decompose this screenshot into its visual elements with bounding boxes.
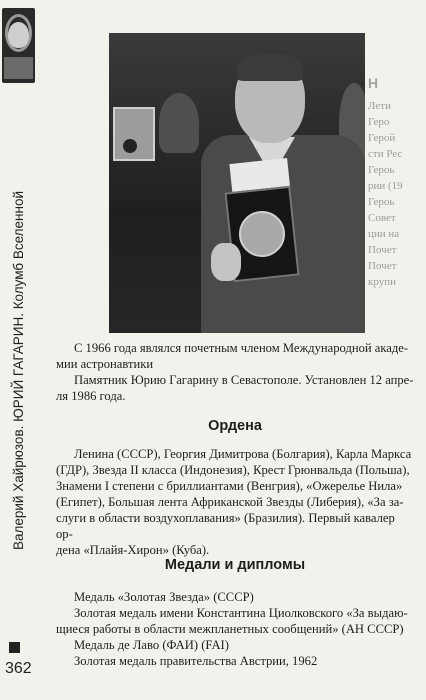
gagarin-portrait-thumbnail <box>2 8 35 83</box>
medals-list <box>56 589 414 669</box>
paragraph-line: Ленина (СССР), Георгия Димитрова (Болгария), Карла Маркса <box>74 447 412 461</box>
paragraph-line: дена «Плайя-Хирон» (Куба). <box>56 543 210 557</box>
bleed-line: Лети <box>368 100 391 112</box>
photo-caption <box>56 340 414 404</box>
caption-line: С 1966 года являлся почетным членом Международной акаде- <box>74 341 409 355</box>
bleed-line: Герой <box>368 132 396 144</box>
bleed-line: рии (19 <box>368 180 403 192</box>
caption-line: Памятник Юрию Гагарину в Севастополе. Установлен 12 апре- <box>74 373 414 387</box>
photo-hand <box>211 243 241 281</box>
photo-hair <box>237 53 303 81</box>
section-heading-orders: Ордена <box>208 418 262 434</box>
bleed-line: Героь <box>368 164 395 176</box>
section-heading-medals: Медали и дипломы <box>164 557 306 573</box>
running-header-text: Валерий Хайрюзов. ЮРИЙ ГАГАРИН. Колумб Вселенной <box>11 190 27 550</box>
bleed-line: крупн <box>368 276 396 288</box>
photo-medal <box>239 211 285 257</box>
caption-line: мии астронавтики <box>56 357 154 371</box>
paragraph-line: (ГДР), Звезда II класса (Индонезия), Крест Грюнвальда (Польша), <box>56 463 410 477</box>
facing-page-heading-bleed: Н <box>368 75 379 91</box>
paragraph-line: (Египет), Большая лента Африканской Звезды (Либерия), «За за- <box>56 495 404 509</box>
photo-camera-lens <box>123 139 137 153</box>
list-item: Золотая медаль правительства Австрии, 1962 <box>74 654 318 668</box>
helmet-lettering-band <box>4 57 33 79</box>
caption-line: ля 1986 года. <box>56 389 126 403</box>
bleed-line: Почет <box>368 260 397 272</box>
bleed-line: Почет <box>368 244 397 256</box>
bleed-line: ции на <box>368 228 400 240</box>
list-item: Медаль «Золотая Звезда» (СССР) <box>74 590 254 604</box>
bleed-line: Геро <box>368 116 390 128</box>
bleed-line: Героь <box>368 196 395 208</box>
page-number: 362 <box>5 660 32 677</box>
list-item: Медаль де Лаво (ФАИ) (FAI) <box>74 638 229 652</box>
bleed-line: сти Рес <box>368 148 403 160</box>
orders-paragraph <box>56 446 414 558</box>
running-header-vertical <box>4 90 34 650</box>
paragraph-line: слуги в области воздухоплавания» (Бразилия). Первый кавалер ор- <box>56 511 395 541</box>
facing-page-text-bleed <box>368 98 426 290</box>
photo-camera <box>113 107 155 161</box>
paragraph-line: Знамени I степени с бриллиантами (Венгрия), «Ожерелье Нила» <box>56 479 403 493</box>
left-margin-strip <box>0 0 38 700</box>
list-item-continuation: щиеся работы в области межпланетных сообщений» (АН СССР) <box>56 622 404 636</box>
bleed-line: Совет <box>368 212 396 224</box>
page-marker-square <box>9 642 20 653</box>
photo-gagarin-with-medal <box>109 33 365 333</box>
photo-crowd-figure <box>159 93 199 153</box>
face-shape <box>8 22 29 48</box>
list-item: Золотая медаль имени Константина Циолковского «За выдаю- <box>74 606 408 620</box>
